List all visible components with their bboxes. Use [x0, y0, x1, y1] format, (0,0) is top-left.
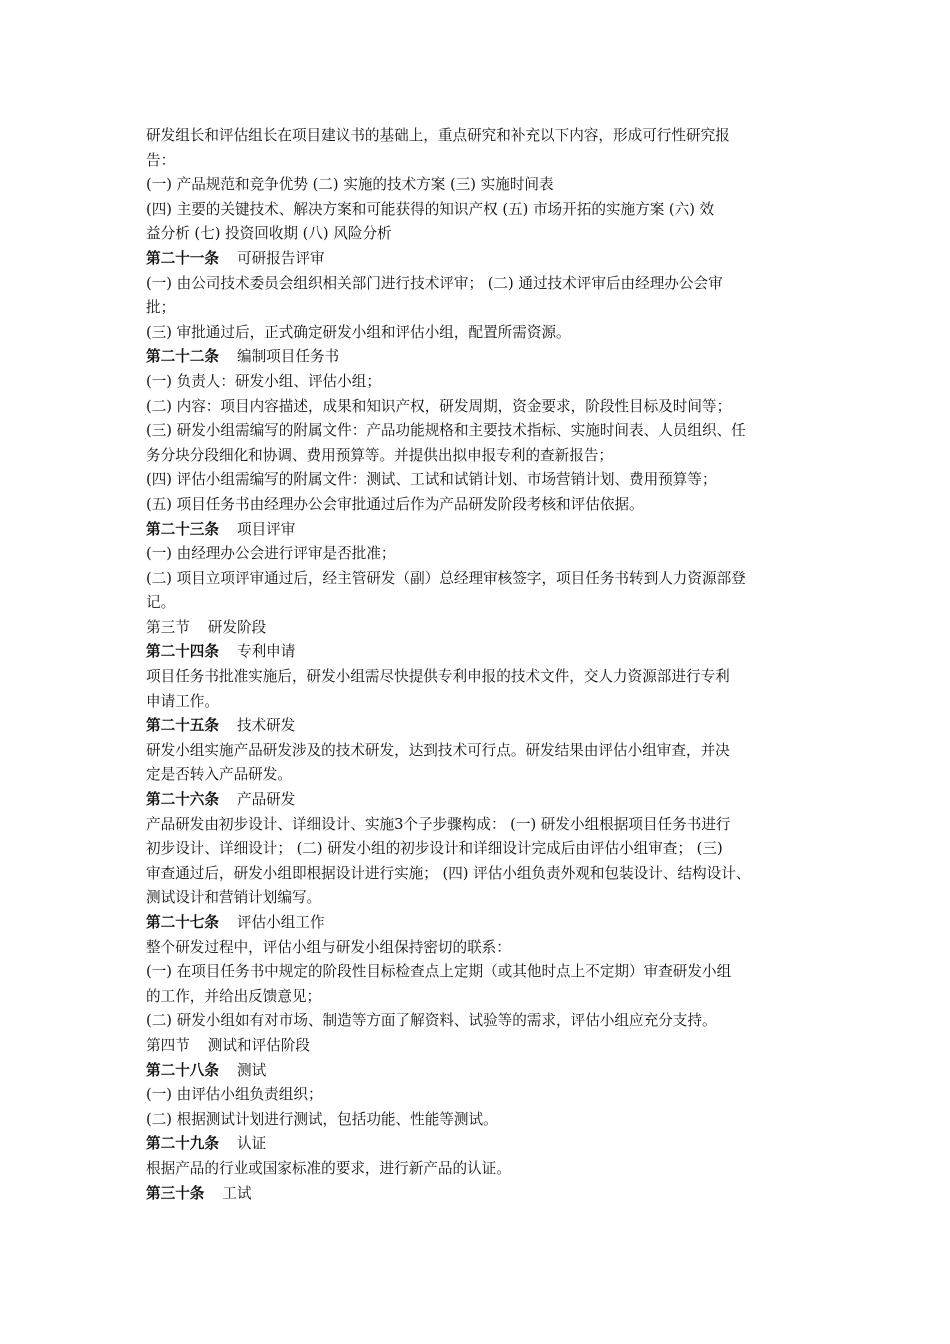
article-number: 第二十九条: [146, 1135, 219, 1153]
text-line: 审查通过后，研发小组即根据设计进行实施； (四) 评估小组负责外观和包装设计、结构设计、: [146, 864, 751, 882]
article-title: 工试: [222, 1184, 252, 1202]
article-heading: [146, 911, 818, 936]
article-title: 认证: [236, 1135, 267, 1153]
text-line: 研发组长和评估组长在项目建议书的基础上，重点研究和补充以下内容，形成可行性研究报: [146, 127, 730, 144]
article-heading: [146, 345, 818, 370]
section-heading: [146, 616, 818, 641]
article-heading: [146, 714, 818, 739]
text-line: 研发小组实施产品研发涉及的技术研发，达到技术可行点。研发结果由评估小组审查，并决: [146, 741, 730, 759]
article-heading: [146, 518, 818, 543]
article-heading: [146, 788, 818, 813]
text-line: 的工作，并给出反馈意见；: [146, 987, 322, 1005]
text-line: 初步设计、详细设计； (二) 研发小组的初步设计和详细设计完成后由评估小组审查； (三): [146, 840, 723, 858]
article-heading: [146, 1059, 818, 1084]
article-heading: [146, 247, 818, 272]
article-number: 第二十五条: [146, 717, 219, 735]
text-line: (三) 研发小组需编写的附属文件：产品功能规格和主要技术指标、实施时间表、人员组织、任: [146, 422, 746, 440]
text-line: (一) 产品规范和竞争优势 (二) 实施的技术方案 (三) 实施时间表: [146, 176, 554, 194]
article-number: 第二十四条: [146, 643, 219, 661]
text-line: 批；: [146, 299, 176, 317]
article-heading: [146, 1182, 818, 1207]
article-number: 第三十条: [146, 1184, 205, 1202]
article-heading: [146, 640, 818, 665]
text-line: 产品研发由初步设计、详细设计、实施3个子步骤构成： (一) 研发小组根据项目任务书进行: [146, 815, 731, 833]
text-line: 定是否转入产品研发。: [146, 766, 292, 784]
article-number: 第二十三条: [146, 520, 219, 538]
text-line: 益分析 (七) 投资回收期 (八) 风险分析: [146, 225, 392, 243]
section-heading: [146, 1034, 818, 1059]
article-number: 第二十七条: [146, 914, 219, 931]
text-line: (一) 由公司技术委员会组织相关部门进行技术评审； (二) 通过技术评审后由经理办公会审: [146, 274, 723, 292]
article-title: 专利申请: [236, 643, 296, 661]
text-line: 记。: [146, 594, 176, 612]
article-heading: [146, 1132, 818, 1157]
text-line: (二) 根据测试计划进行测试，包括功能、性能等测试。: [146, 1110, 498, 1128]
article-number: 第二十二条: [146, 348, 219, 366]
article-title: 可研报告评审: [236, 249, 325, 267]
section-number: 第四节: [146, 1036, 190, 1054]
section-number: 第三节: [146, 618, 190, 636]
text-line: 测试设计和营销计划编写。: [146, 889, 322, 907]
article-title: 产品研发: [236, 791, 296, 809]
section-title: 测试和评估阶段: [207, 1036, 310, 1054]
article-number: 第二十六条: [146, 791, 219, 809]
article-title: 评估小组工作: [236, 914, 325, 931]
article-title: 项目评审: [236, 520, 296, 538]
text-line: 整个研发过程中，评估小组与研发小组保持密切的联系：: [146, 938, 511, 956]
article-title: 编制项目任务书: [236, 348, 340, 366]
text-line: 告：: [146, 151, 176, 169]
text-line: (一) 负责人：研发小组、评估小组；: [146, 372, 381, 390]
document-body: [146, 124, 818, 1206]
text-line: 申请工作。: [146, 692, 219, 710]
text-line: 项目任务书批准实施后，研发小组需尽快提供专利申报的技术文件，交人力资源部进行专利: [146, 668, 730, 686]
article-title: 技术研发: [236, 717, 296, 735]
article-number: 第二十一条: [146, 249, 219, 267]
text-line: (五) 项目任务书由经理办公会审批通过后作为产品研发阶段考核和评估依据。: [146, 495, 644, 513]
text-line: (二) 项目立项评审通过后，经主管研发（副）总经理审核签字，项目任务书转到人力资源部登: [146, 569, 746, 587]
article-title: 测试: [236, 1061, 267, 1079]
text-line: (一) 由经理办公会进行评审是否批准；: [146, 545, 396, 563]
text-line: (二) 内容：项目内容描述，成果和知识产权，研发周期，资金要求，阶段性目标及时间等；: [146, 397, 732, 415]
text-line: (一) 在项目任务书中规定的阶段性目标检查点上定期（或其他时点上不定期）审查研发小组: [146, 963, 732, 981]
text-line: 根据产品的行业或国家标准的要求，进行新产品的认证。: [146, 1159, 511, 1177]
text-line: (三) 审批通过后，正式确定研发小组和评估小组，配置所需资源。: [146, 323, 571, 341]
text-line: (四) 主要的关键技术、解决方案和可能获得的知识产权 (五) 市场开拓的实施方案 (六) 效: [146, 200, 715, 218]
article-number: 第二十八条: [146, 1061, 219, 1079]
text-line: (四) 评估小组需编写的附属文件：测试、工试和试销计划、市场营销计划、费用预算等；: [146, 471, 717, 489]
text-line: (二) 研发小组如有对市场、制造等方面了解资料、试验等的需求，评估小组应充分支持。: [146, 1012, 717, 1030]
text-line: (一) 由评估小组负责组织；: [146, 1086, 323, 1104]
section-title: 研发阶段: [207, 618, 267, 636]
text-line: 务分块分段细化和协调、费用预算等。并提供出拟申报专利的查新报告；: [146, 446, 614, 464]
